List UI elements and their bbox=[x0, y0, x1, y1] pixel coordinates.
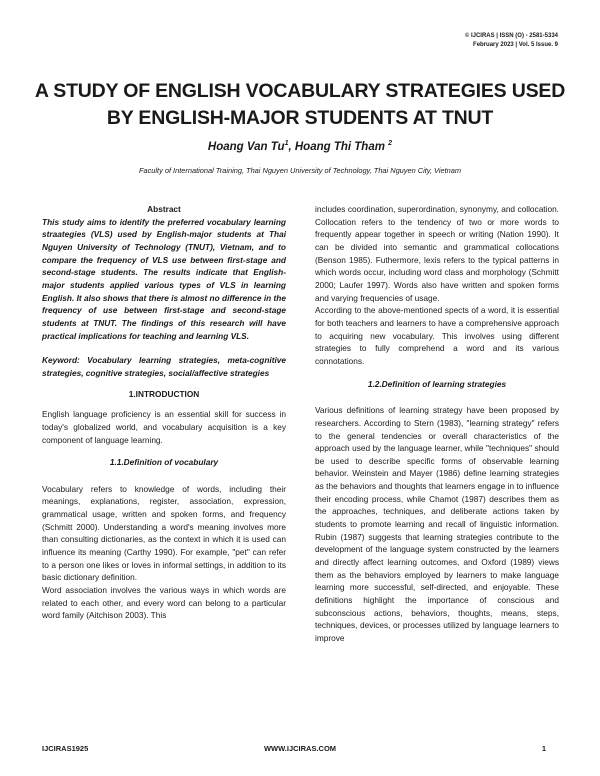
journal-header bbox=[465, 32, 558, 50]
author-name: Hoang Thi Tham bbox=[294, 140, 385, 153]
paragraph: includes coordination, superordination, synonymy, and collocation. Collocation refers to the tendency of two or more words to frequently appear together in speech or writing (Nation 1990). It can be divided into semantic and grammatical collocations (Benson 1985). Futhermore, lexis refers to the typical patterns in which words occur, including word class and morphology (Schmitt 2000; Laufer 1997). Words also have written and spoken forms and varying frequencies of usage. bbox=[315, 204, 559, 303]
paragraph: English language proficiency is an essential skill for success in today's globalized world, and vocabulary acquisition is a key component of language learning. bbox=[42, 409, 286, 445]
affiliation: Faculty of International Training, Thai Nguyen University of Technology, Thai Nguyen City, Vietnam bbox=[138, 166, 462, 175]
paragraph: According to the above-mentioned spects of a word, it is essential for both teachers and learners to have a comprehensive approach to acquiring new vocabulary. This involves using different strategies to fully comprehend a word and its various connotations. bbox=[315, 305, 559, 366]
paragraph: Word association involves the various ways in which words are related to each other, and every word can belong to a particular word family (Aitchison 2003). This bbox=[42, 585, 286, 621]
subsection-heading-vocabulary: 1.1.Definition of vocabulary bbox=[109, 457, 219, 468]
abstract-body: This study aims to identify the preferred vocabulary learning straategies (VLS) used by English-major students at Thai Nguyen University of Technology (TNUT), Vietnam, and to compare the frequency of VLS use between first-stage and second-stage students. The results indicate that English-major students applied various types of VLS in learning English. It also shows that there is almost no difference in the frequency of use between first-stage and second-stage students at TNUT. The findings of this research will have practical implications for teaching and learning VLS. bbox=[42, 216, 286, 341]
author-list bbox=[0, 140, 600, 153]
author-affiliation-mark: 2 bbox=[388, 140, 393, 147]
author-name: Hoang Van Tu bbox=[207, 140, 285, 153]
title-line: BY ENGLISH-MAJOR STUDENTS AT TNUT bbox=[106, 107, 494, 129]
paragraph: Vocabulary refers to knowledge of words, including their meanings, explanations, register, association, expression, grammatical usage, written and spoken forms, and frequency (Schmitt 2000). Understanding a word's meaning involves more than consulting dictionaries, as the context in which it is used can influence its meaning (Carthy 1990). For example, "pet" can refer to a person one likes or loves in informal settings, in addition to its basic dictionary definition. bbox=[42, 483, 286, 583]
paragraph: Various definitions of learning strategy have been proposed by researchers. According to Stern (1983), "learning strategy" refers to the general tendencies or overall characteristics of the approach used by the language learner, while "techniques" should be used to describe specific forms of observable learning behavior. Weinstein and Mayer (1986) define learning strategies as the behaviors and thoughts that learners engage in to influence their encoding process, while Chamot (1987) describes them as the approaches, techniques, and deliberate actions taken by students to promote learning and recall of linguistic information. Rubin (1987) suggests that learning strategies contribute to the development of the language system constructed by the learners and directly affect learning outcomes, and Oxford (1989) views them as the behaviors employed by learners to make language learning more successful, self-directed, and enjoyable. These definitions highlight the importance of conscious and subconscious actions, behaviors, thoughts, means, steps, techniques, devices, or processes utilized by language learners to improve bbox=[315, 405, 559, 643]
keywords: Keyword: Vocabulary learning strategies, meta-cognitive strategies, cognitive strategies, social/affective strategies bbox=[42, 355, 286, 378]
journal-issue-line: February 2023 | Vol. 5 Issue. 9 bbox=[473, 42, 558, 48]
left-column bbox=[42, 203, 286, 622]
section-heading-introduction: 1.INTRODUCTION bbox=[128, 388, 200, 399]
page-number: 1 bbox=[541, 744, 546, 753]
author-separator: , bbox=[288, 140, 295, 153]
right-column bbox=[315, 203, 559, 645]
author-affiliation-mark: 1 bbox=[284, 140, 289, 147]
footer-website: WWW.IJCIRAS.COM bbox=[263, 744, 337, 753]
title-line: A STUDY OF ENGLISH VOCABULARY STRATEGIES USED bbox=[34, 80, 566, 102]
footer-article-id: IJCIRAS1925 bbox=[42, 744, 89, 753]
journal-issn-line: © IJCIRAS | ISSN (O) - 2581-5334 bbox=[464, 33, 558, 39]
subsection-heading-learning-strategies: 1.2.Definition of learning strategies bbox=[367, 378, 507, 389]
abstract-heading: Abstract bbox=[147, 204, 181, 214]
paper-title bbox=[30, 78, 570, 132]
